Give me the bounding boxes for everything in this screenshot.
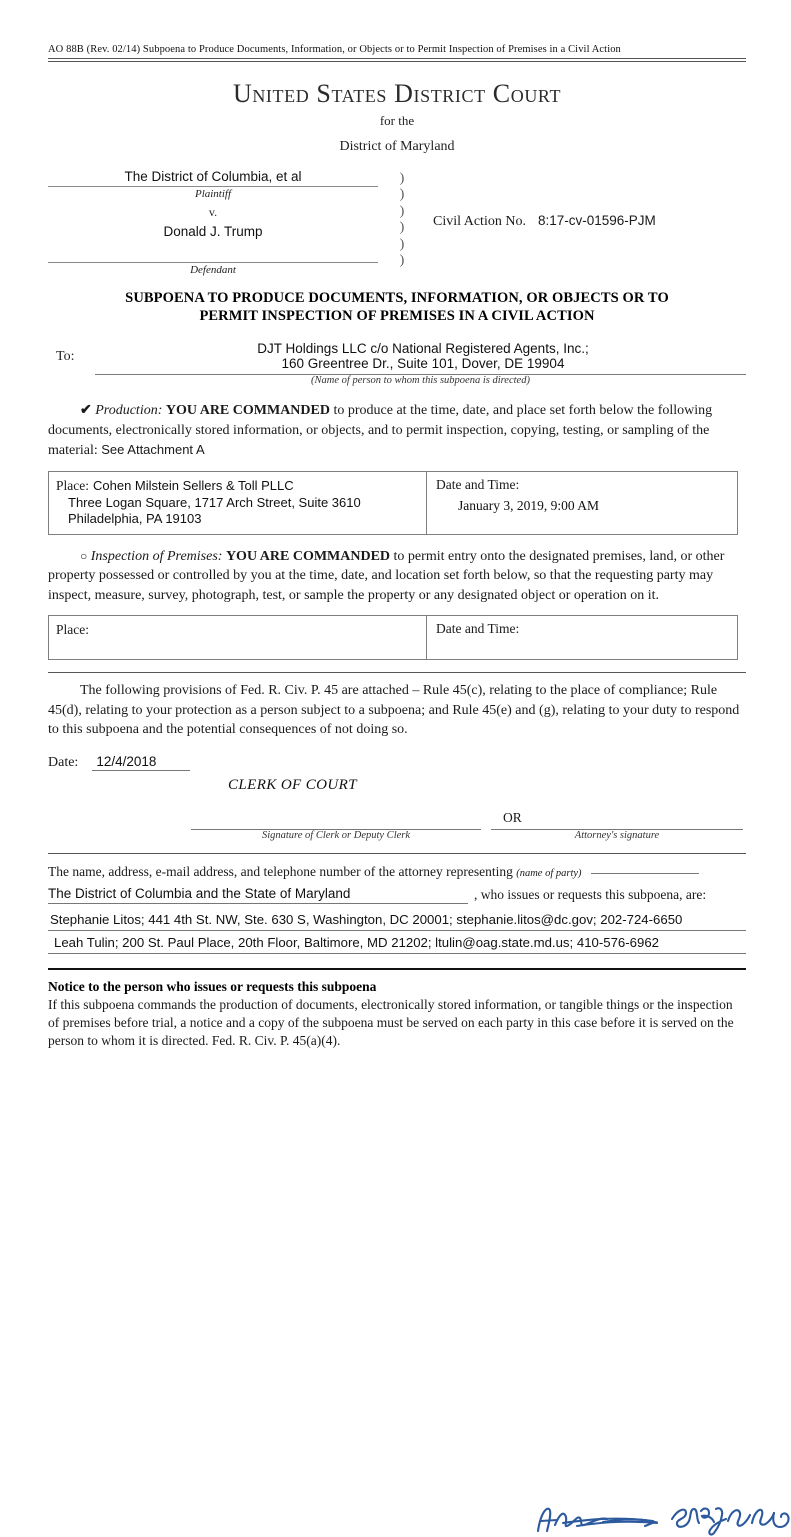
attorney-blank-line (591, 873, 699, 874)
case-caption (48, 169, 746, 279)
attorney-contact-2: Leah Tulin; 200 St. Paul Place, 20th Floor, Baltimore, MD 21202; ltulin@oag.state.md.us; 410-576-6962 (48, 931, 746, 954)
inspection-date-label: Date and Time: (436, 621, 520, 636)
production-paragraph (48, 401, 746, 461)
to-label: To: (56, 349, 75, 364)
caption-bracket-column: ) ) ) ) ) ) (399, 171, 405, 269)
production-label: Production: (95, 403, 163, 418)
notice-divider (48, 968, 746, 970)
clerk-signature-caption: Signature of Clerk or Deputy Clerk (261, 829, 411, 841)
attorney-signature-ink-1 (533, 1501, 663, 1535)
production-place-line2: Three Logan Square, 1717 Arch Street, Suite 3610 (68, 494, 361, 510)
production-checkbox-icon[interactable]: ✔ (80, 403, 92, 418)
attorney-signature-caption: Attorney's signature (574, 829, 660, 841)
recipient-caption: (Name of person to whom this subpoena is directed) (311, 375, 530, 386)
issue-date-label: Date: (48, 754, 79, 770)
production-place-label: Place: (56, 477, 89, 493)
attorney-party-row (48, 886, 746, 908)
provisions-text: The following provisions of Fed. R. Civ. P. 45 are attached – Rule 45(c), relating to the place of compliance; Rule 45(d), relating to your protection as a person subject to a subpoena; and Rule 45(e) and (g), relating to your duty to respond to this subpoena and the potential consequences of not doing so. (48, 683, 740, 737)
attorney-party-value: The District of Columbia and the State of Maryland (48, 886, 468, 904)
plaintiff-role-label: Plaintiff (194, 188, 232, 200)
issue-date-value: 12/4/2018 (92, 754, 190, 771)
recipient-block (48, 341, 746, 389)
inspection-place-label: Place: (56, 622, 89, 637)
recipient-name (100, 341, 746, 371)
issue-date-row (48, 754, 746, 771)
production-place-cell (49, 472, 427, 534)
caption-parties (48, 169, 378, 276)
signature-block (48, 777, 746, 849)
notice-title: Notice to the person who issues or requests this subpoena (48, 978, 377, 994)
header-divider (48, 58, 746, 62)
provisions-divider (48, 672, 746, 673)
attorney-information-block (48, 864, 746, 954)
defendant-rule (48, 262, 378, 263)
production-place-line1: Cohen Milstein Sellers & Toll PLLC (93, 477, 294, 493)
inspection-date-cell (427, 616, 737, 659)
inspection-label: Inspection of Premises: (90, 548, 223, 564)
subpoena-heading-line1: SUBPOENA TO PRODUCE DOCUMENTS, INFORMATION, OR OBJECTS OR TO (125, 290, 669, 306)
civil-action-number (433, 213, 656, 230)
defendant-name: Donald J. Trump (163, 224, 263, 239)
attorney-party-tail-text: , who issues or requests this subpoena, are: (474, 886, 707, 902)
production-material-value: See Attachment A (101, 442, 205, 457)
plaintiff-rule (48, 186, 378, 187)
attorney-intro-text: The name, address, e-mail address, and telephone number of the attorney representing (48, 863, 513, 879)
court-district-name: District of Maryland (339, 139, 455, 154)
court-for-the-label: for the (379, 113, 415, 128)
inspection-place-date-table (48, 615, 738, 660)
plaintiff-name: The District of Columbia, et al (124, 169, 302, 184)
production-place-line3: Philadelphia, PA 19103 (68, 510, 202, 526)
production-place-date-table (48, 471, 738, 535)
notice-body: If this subpoena commands the production of documents, electronically stored information, or tangible things or the inspection of premises before trial, a notice and a copy of the subpoena must be served on each party in this case before it is served on the person to whom it is directed. Fed. R. Civ. P. 45(a)(4). (48, 996, 734, 1048)
inspection-place-cell (49, 616, 427, 659)
civil-action-value: 8:17-cv-01596-PJM (537, 213, 656, 228)
civil-action-label: Civil Action No. (433, 214, 526, 229)
production-date-value: January 3, 2019, 9:00 AM (458, 497, 599, 513)
subpoena-heading-line2: PERMIT INSPECTION OF PREMISES IN A CIVIL ACTION (199, 308, 595, 324)
production-date-label: Date and Time: (436, 476, 520, 492)
inspection-body-text: to permit entry onto the designated premises, land, or other property possessed or controlled by you at the time, date, and location set forth below, so that the requesting party may inspect, measure, survey, photograph, test, or sample the property or any designated object or operation on it. (48, 548, 725, 603)
or-label: OR (503, 809, 522, 825)
attorney-contact-1: Stephanie Litos; 441 4th St. NW, Ste. 630 S, Washington, DC 20001; stephanie.litos@dc.gov; 202-724-6650 (48, 908, 746, 931)
production-commanded-text: YOU ARE COMMANDED (165, 403, 330, 418)
inspection-paragraph (48, 547, 746, 606)
versus-label: v. (208, 205, 218, 219)
defendant-role-label: Defendant (190, 264, 236, 276)
subpoena-heading (48, 289, 746, 325)
inspection-checkbox-icon[interactable]: ○ (80, 548, 88, 563)
production-date-cell (427, 472, 737, 534)
form-number-header: AO 88B (Rev. 02/14) Subpoena to Produce Documents, Information, or Objects or to Permit Inspection of Premises in a Civil Action (48, 44, 621, 55)
clerk-of-court-label: CLERK OF COURT (228, 776, 357, 793)
attorney-section-divider (48, 853, 746, 854)
attorney-intro-line (48, 864, 746, 880)
production-body-text: to produce at the time, date, and place set forth below the following documents, electronically stored information, or objects, and to permit inspection, copying, testing, or sampling of the material: (48, 403, 713, 458)
attorney-name-of-party-hint: (name of party) (516, 867, 582, 879)
provisions-paragraph (48, 681, 746, 740)
recipient-name-line2: 160 Greentree Dr., Suite 101, Dover, DE 19904 (281, 356, 565, 371)
inspection-commanded-text: YOU ARE COMMANDED (225, 548, 391, 564)
attorney-signature-ink-2 (668, 1497, 791, 1537)
recipient-name-line1: DJT Holdings LLC c/o National Registered Agents, Inc.; (257, 341, 589, 356)
court-title: United States District Court (232, 79, 562, 108)
